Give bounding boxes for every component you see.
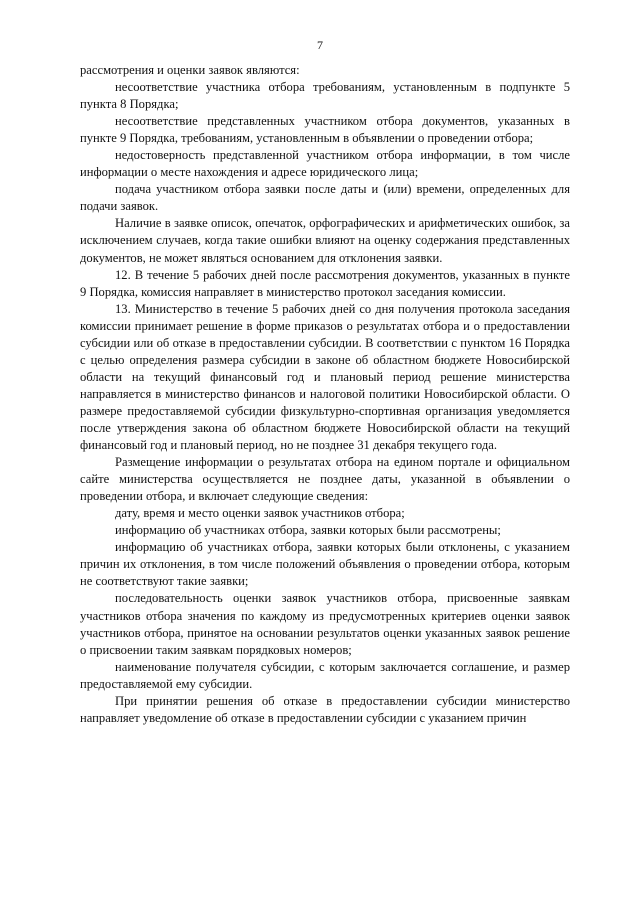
paragraph-12: информацию об участниках отбора, заявки которых были отклонены, с указанием причин их отклонения, в том числе положений объявления о проведении отбора, которым не соответствуют такие заявки; (80, 540, 570, 589)
page-number: 7 (317, 38, 323, 52)
paragraph-15: При принятии решения об отказе в предоставлении субсидии министерство направляет уведомление об отказе в предоставлении субсидии с указанием причин (80, 693, 570, 725)
paragraph-4: недостоверность представленной участником отбора информации, в том числе информации о месте нахождения и адресе юридического лица; (80, 148, 570, 180)
paragraph-3: несоответствие представленных участником отбора документов, указанных в пункте 9 Порядка, требованиям, установленным в объявлении о проведении отбора; (80, 114, 570, 146)
paragraph-10: дату, время и место оценки заявок участников отбора; (115, 506, 405, 521)
paragraph-14: наименование получателя субсидии, с которым заключается соглашение, и размер предоставляемой ему субсидии. (80, 659, 570, 691)
paragraph-1: рассмотрения и оценки заявок являются: (80, 63, 300, 77)
paragraph-5: подача участником отбора заявки после даты и (или) времени, определенных для подачи заявок. (80, 182, 570, 214)
paragraph-2: несоответствие участника отбора требованиям, установленным в подпункте 5 пункта 8 Порядка; (80, 80, 570, 112)
paragraph-8: 13. Министерство в течение 5 рабочих дней со дня получения протокола заседания комиссии принимает решение в форме приказов о результатах отбора и о предоставлении субсидии или об отказе в предоставлении субсидии. В соответствии с пунктом 16 Порядка с целью определения размера субсидии в законе об областном бюджете Новосибирской области на текущий финансовый год и плановый период решение министерства направляется в министерство финансов и налоговой политики Новосибирской области. О размере предоставляемой субсидии физкультурно-спортивная организация уведомляется после утверждения закона об областном бюджете Новосибирской области на текущий финансовый год и плановый период, но не позднее 31 декабря текущего года. (80, 301, 570, 453)
paragraph-9: Размещение информации о результатах отбора на едином портале и официальном сайте министерства осуществляется не позднее даты, указанной в объявлении о проведении отбора, и включает следующие сведения: (80, 455, 570, 504)
paragraph-11: информацию об участниках отбора, заявки которых были рассмотрены; (115, 523, 501, 538)
paragraph-13: последовательность оценки заявок участников отбора, присвоенные заявкам участников отбора значения по каждому из предусмотренных критериев оценки заявок участников отбора, принятое на основании результатов оценки указанных заявок решение о присвоении таким заявкам порядковых номеров; (80, 591, 570, 657)
document-body (80, 62, 570, 727)
paragraph-7: 12. В течение 5 рабочих дней после рассмотрения документов, указанных в пункте 9 Порядка, комиссия направляет в министерство протокол заседания комиссии. (80, 267, 570, 299)
paragraph-6: Наличие в заявке описок, опечаток, орфографических и арифметических ошибок, за исключением случаев, когда такие ошибки влияют на оценку содержания представленных документов, не может являться основанием для отклонения заявки. (80, 216, 570, 265)
